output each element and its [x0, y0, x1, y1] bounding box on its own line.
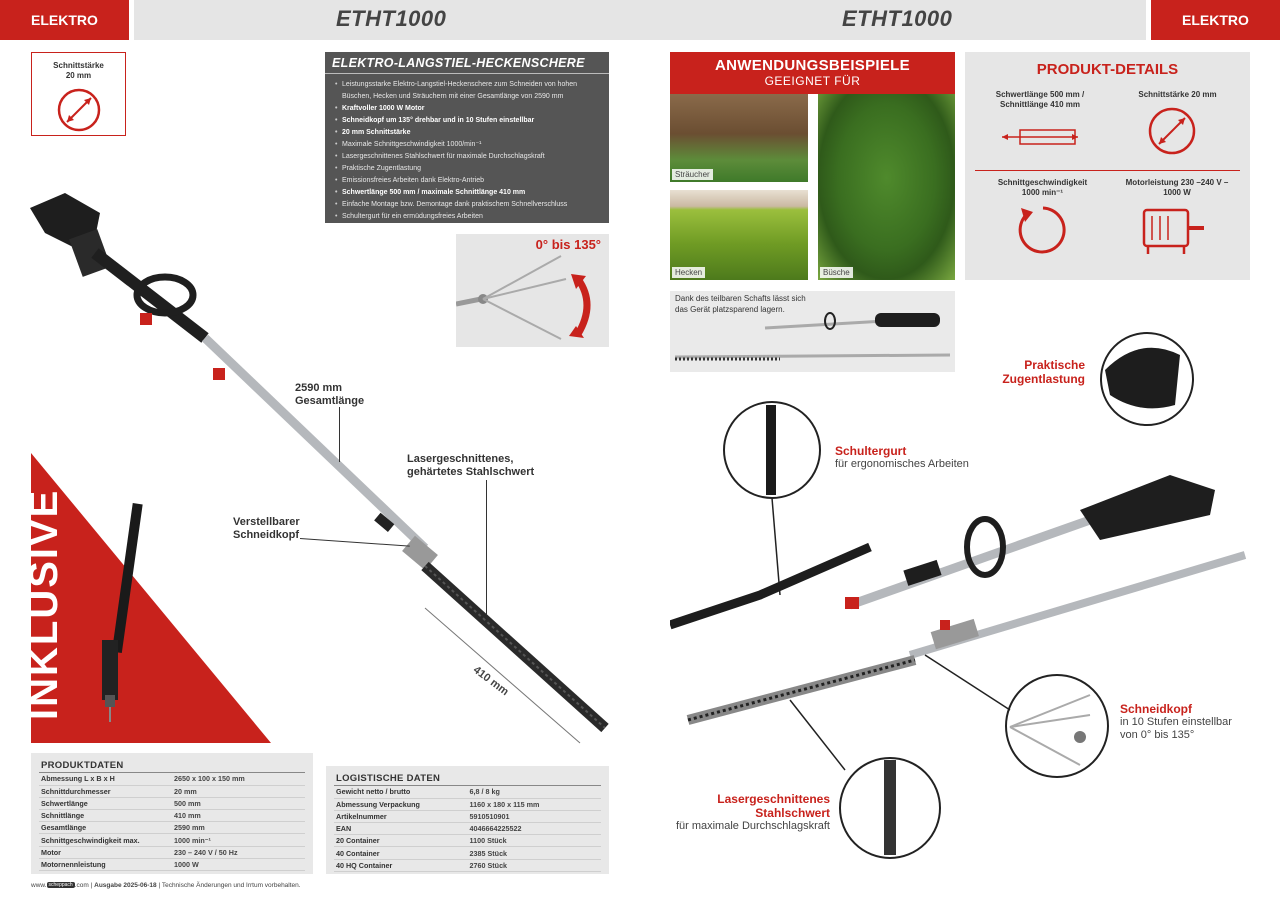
table-row	[39, 834, 305, 846]
photo-shrubs: Sträucher	[670, 94, 808, 182]
table-cell-label: 40 HQ Container	[334, 859, 468, 871]
table-cell-value: 500 mm	[172, 797, 305, 809]
feature-item: • Emissionsfreies Arbeiten dank Elektro-Antrieb	[335, 175, 601, 187]
table-cell-label: Abmessung Verpackung	[334, 798, 468, 810]
table-row	[334, 810, 601, 822]
table-cell-value: 2385 Stück	[468, 847, 602, 859]
table-cell-label: Gewicht netto / brutto	[334, 786, 468, 798]
diameter-icon	[1145, 104, 1199, 158]
table-cell-label: Abmessung L x B x H	[39, 773, 172, 785]
feature-item: • Kraftvoller 1000 W Motor	[335, 103, 601, 115]
table-cell-value: 410 mm	[172, 810, 305, 822]
inklusive-label: INKLUSIVE	[22, 488, 66, 720]
table-row	[334, 823, 601, 835]
table-row	[334, 786, 601, 798]
table-row	[334, 798, 601, 810]
total-length-callout: 2590 mm Gesamtlänge	[295, 382, 365, 407]
table-cell-label: Schnittlänge	[39, 810, 172, 822]
table-cell-label: Gesamtlänge	[39, 822, 172, 834]
feature-item: • Maximale Schnittgeschwindigkeit 1000/min⁻¹	[335, 139, 601, 151]
table-cell-label: EAN	[334, 823, 468, 835]
table-cell-value: 2650 x 100 x 150 mm	[172, 773, 305, 785]
logistik-table: LOGISTISCHE DATEN Gewicht netto / brutto 6,8 / 8 kg Abmessung Verpackung 1160 x 180 x 115 mm Artikelnummer 5910510901 EAN 4046664225522 20 Container 1100 Stück 40 Container 2385 Stück 40 HQ Container 2760 Stück	[326, 766, 609, 874]
table-cell-label: Motor	[39, 846, 172, 858]
table-cell-label: Schnittdurchmesser	[39, 785, 172, 797]
table-cell-value: 1000 W	[172, 858, 305, 870]
motor-icon	[1140, 202, 1208, 258]
table-row	[334, 847, 601, 859]
table-cell-value: 6,8 / 8 kg	[468, 786, 602, 798]
category-badge-left: ELEKTRO	[0, 0, 129, 40]
table-cell-label: Schnittgeschwindigkeit max.	[39, 834, 172, 846]
table-row	[39, 810, 305, 822]
table-cell-value: 2590 mm	[172, 822, 305, 834]
blade-detail-callout: Lasergeschnittenes Stahlschwert für maximale Durchschlagskraft	[675, 792, 830, 832]
feature-item: • Leistungsstarke Elektro-Langstiel-Heckenschere zum Schneiden von hohen Büschen, Hecken und Sträuchern mit einer Gesamtlänge von 2590 mm	[335, 79, 601, 103]
table-row	[39, 797, 305, 809]
table-cell-label: Artikelnummer	[334, 810, 468, 822]
shoulder-strap-callout: Schultergurt für ergonomisches Arbeiten	[835, 444, 969, 470]
table-cell-label: 20 Container	[334, 835, 468, 847]
table-cell-value: 20 mm	[172, 785, 305, 797]
blade-callout: Lasergeschnittenes, gehärtetes Stahlschwert	[407, 453, 535, 478]
table-cell-value: 1100 Stück	[468, 835, 602, 847]
photo-bushes: Büsche	[818, 94, 955, 280]
cutting-head-callout: Schneidkopf in 10 Stufen einstellbar von 0° bis 135°	[1120, 702, 1232, 741]
page-title-left: ETHT1000	[336, 6, 447, 31]
feature-item: • Praktische Zugentlastung	[335, 163, 601, 175]
feature-item: • Einfache Montage bzw. Demontage dank praktischem Schnellverschluss	[335, 199, 601, 211]
blade-length-icon	[1000, 122, 1080, 152]
hedge-trimmer-image	[25, 188, 625, 748]
callout-line	[339, 407, 340, 462]
brand-logo: scheppach	[48, 882, 73, 889]
rotation-speed-icon	[1013, 202, 1069, 258]
feature-item: • 20 mm Schnittstärke	[335, 127, 601, 139]
footer: www. scheppach .com | Ausgabe 2025-06-18 | Technische Änderungen und Irrtum vorbehalten.	[31, 882, 301, 889]
table-cell-value: 230 – 240 V / 50 Hz	[172, 846, 305, 858]
table-row	[39, 846, 305, 858]
cut-length-label: 410 mm	[470, 663, 511, 699]
feature-item: • Schultergurt für ein ermüdungsfreies Arbeiten	[335, 211, 601, 223]
table-cell-value: 1160 x 180 x 115 mm	[468, 798, 602, 810]
photo-hedges: Hecken	[670, 190, 808, 280]
table-row	[39, 822, 305, 834]
split-shaft-box: Dank des teilbaren Schafts lässt sich das Gerät platzsparend lagern.	[670, 291, 955, 372]
table-row	[39, 773, 305, 785]
table-cell-value: 4046664225522	[468, 823, 602, 835]
product-details-box: PRODUKT-DETAILS Schwertlänge 500 mm / Schnittlänge 410 mm Schnittstärke 20 mm Schnittgeschwindigkeit 1000 min⁻¹ Motorleistung 230 –240 V – 1000 W	[965, 52, 1250, 280]
applications-header: ANWENDUNGSBEISPIELE GEEIGNET FÜR	[670, 52, 955, 94]
diameter-icon	[54, 85, 104, 135]
table-cell-value: 1000 min⁻¹	[172, 834, 305, 846]
adjustable-head-callout: Verstellbarer Schneidkopf	[233, 516, 300, 541]
feature-item: • Lasergeschnittenes Stahlschwert für maximale Durchschlagskraft	[335, 151, 601, 163]
table-cell-label: 40 Container	[334, 847, 468, 859]
table-cell-value: 2760 Stück	[468, 859, 602, 871]
table-row	[334, 835, 601, 847]
table-cell-value: 5910510901	[468, 810, 602, 822]
cut-thickness-box: Schnittstärke 20 mm	[31, 52, 126, 136]
rotation-label: 0° bis 135°	[535, 237, 601, 252]
strain-relief-callout: Praktische Zugentlastung	[1002, 358, 1085, 386]
page-title-right: ETHT1000	[842, 6, 953, 31]
table-row	[39, 785, 305, 797]
table-cell-label: Schwertlänge	[39, 797, 172, 809]
hedge-trimmer-detail-image	[670, 315, 1270, 870]
table-cell-label: Motornennleistung	[39, 858, 172, 870]
feature-box-title: ELEKTRO-LANGSTIEL-HECKENSCHERE	[325, 52, 609, 74]
category-badge-right: ELEKTRO	[1151, 0, 1280, 40]
header-bar	[134, 0, 1146, 40]
callout-line	[486, 480, 487, 615]
feature-item: • Schwertlänge 500 mm / maximale Schnittlänge 410 mm	[335, 187, 601, 199]
feature-item: • Schneidkopf um 135° drehbar und in 10 Stufen einstellbar	[335, 115, 601, 127]
table-row	[334, 859, 601, 871]
table-row	[39, 858, 305, 870]
produktdaten-table: PRODUKTDATEN Abmessung L x B x H 2650 x 100 x 150 mm Schnittdurchmesser 20 mm Schwertlänge 500 mm Schnittlänge 410 mm Gesamtlänge 2590 mm Schnittgeschwindigkeit max. 1000 min⁻¹ Motor 230 – 240 V / 50 Hz Motornennleistung 1000 W	[31, 753, 313, 874]
